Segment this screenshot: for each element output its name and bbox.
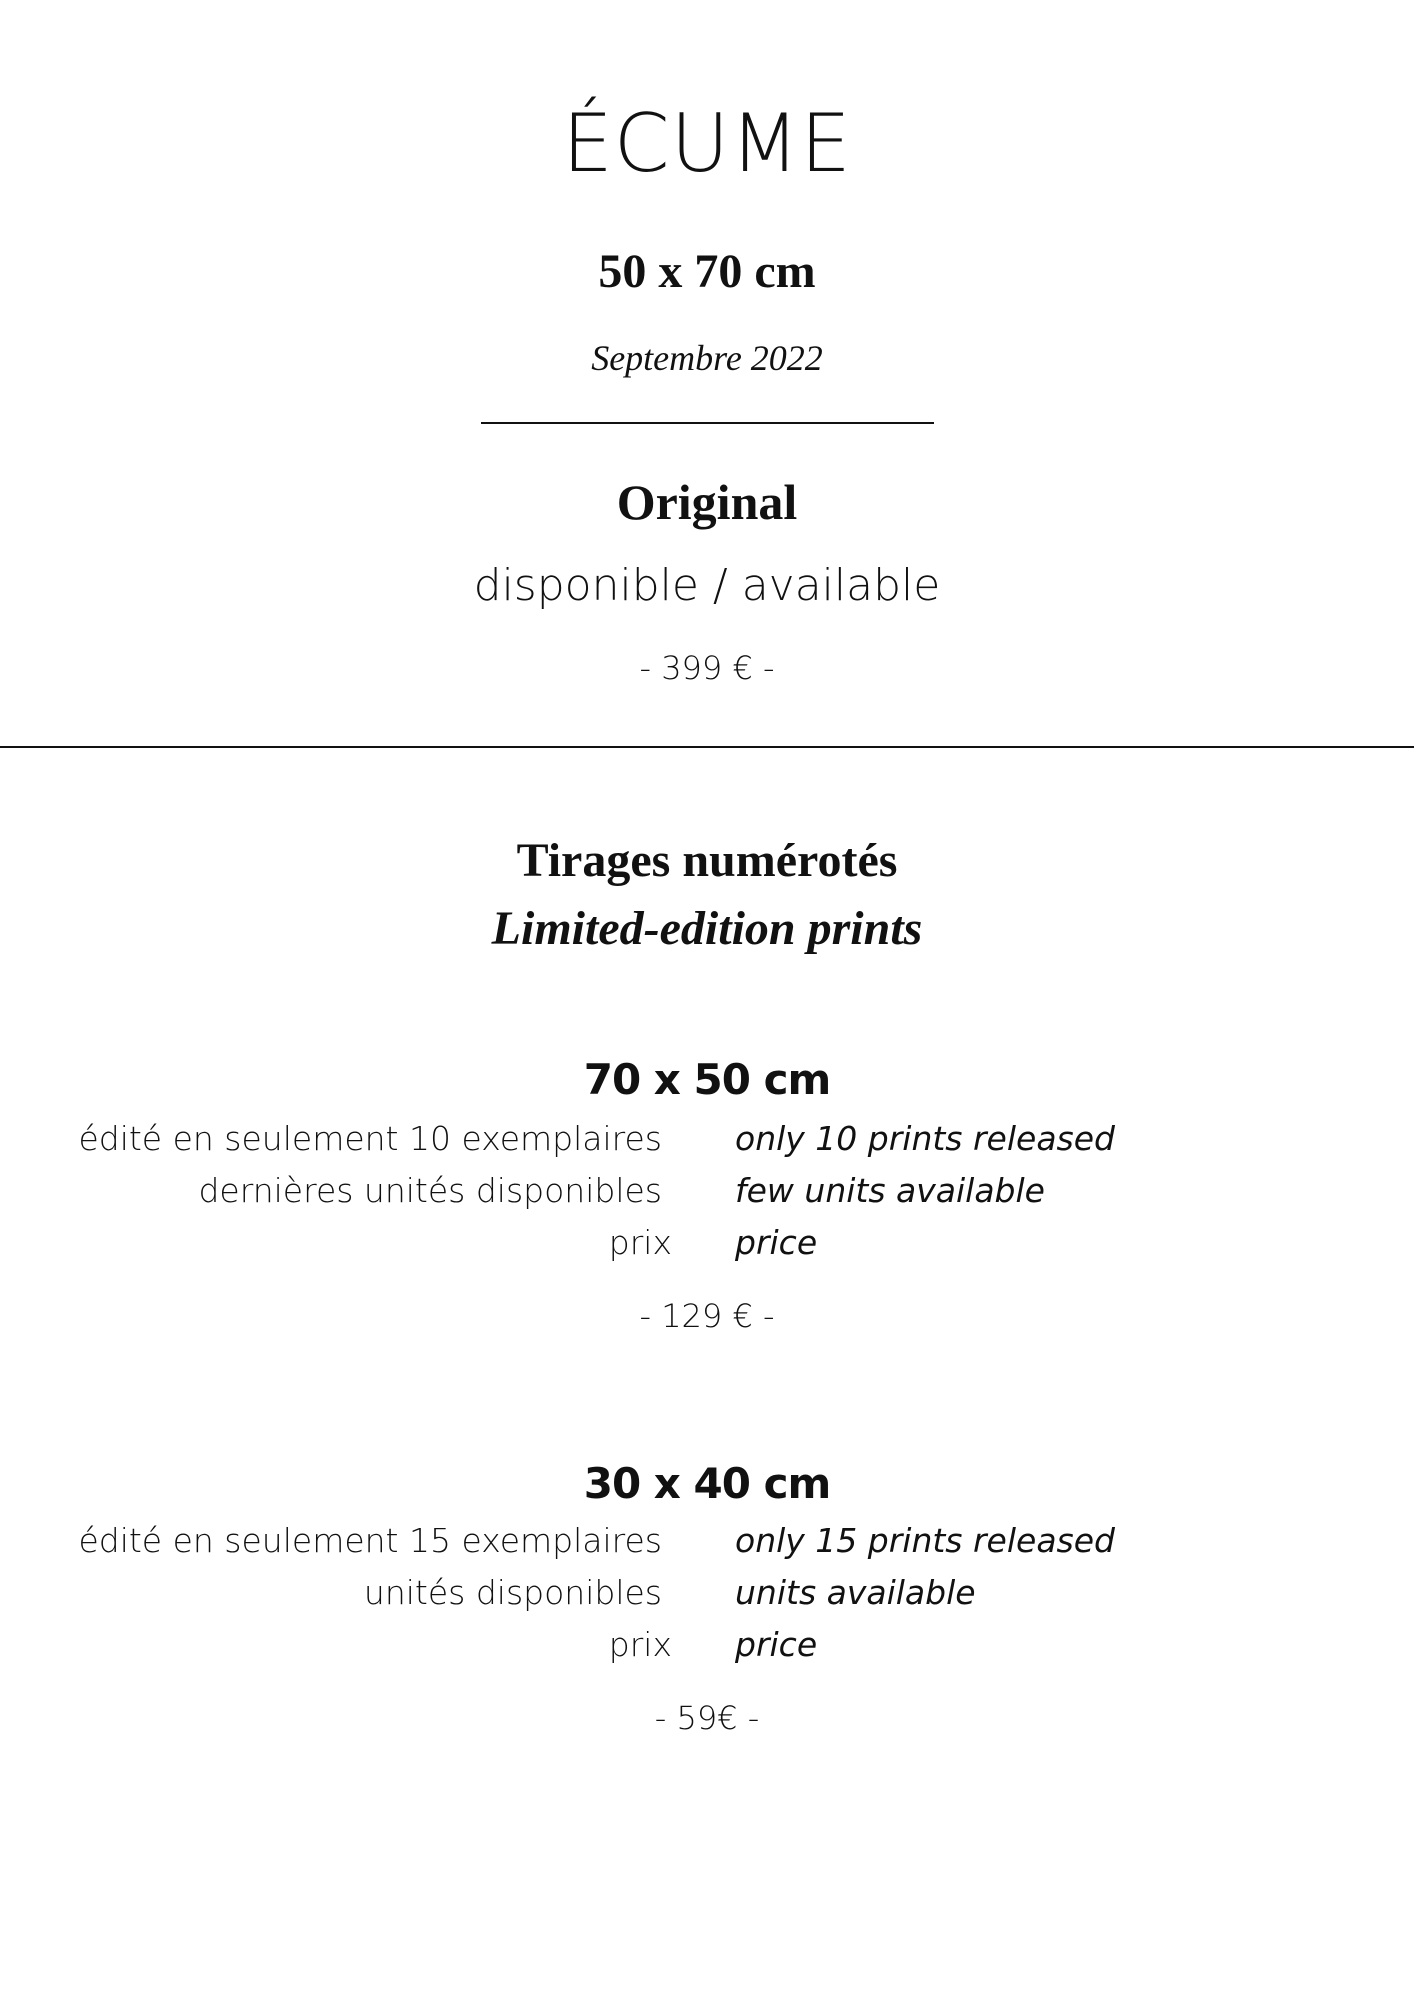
price-label-fr: prix (608, 1223, 672, 1262)
price-label-en: price (735, 1625, 818, 1664)
edition-size-en: only 10 prints released (735, 1119, 1115, 1158)
format-size: 30 x 40 cm (583, 1459, 831, 1508)
availability-en: few units available (735, 1171, 1045, 1210)
availability-fr: dernières unités disponibles (198, 1171, 662, 1210)
price-label-en: price (735, 1223, 818, 1262)
edition-size-fr: édité en seulement 15 exemplaires (78, 1521, 662, 1560)
artwork-dimensions: 50 x 70 cm (598, 245, 816, 298)
original-availability: disponible / available (473, 560, 941, 611)
price-label-fr: prix (608, 1625, 672, 1664)
edition-size-en: only 15 prints released (735, 1521, 1115, 1560)
availability-fr: unités disponibles (363, 1573, 662, 1612)
original-price: - 399 € - (639, 649, 775, 687)
prints-heading: Tirages numérotés (516, 834, 898, 887)
original-heading: Original (616, 474, 798, 530)
edition-size-fr: édité en seulement 10 exemplaires (78, 1119, 662, 1158)
section-divider (0, 746, 1414, 748)
prints-subheading: Limited-edition prints (491, 902, 923, 955)
header-divider (481, 422, 934, 424)
format-size: 70 x 50 cm (583, 1055, 831, 1104)
availability-en: units available (735, 1573, 976, 1612)
artwork-title: ÉCUME (562, 97, 852, 190)
artwork-date: Septembre 2022 (591, 338, 823, 378)
format-price: - 129 € - (639, 1297, 775, 1335)
format-price: - 59€ - (654, 1699, 760, 1737)
